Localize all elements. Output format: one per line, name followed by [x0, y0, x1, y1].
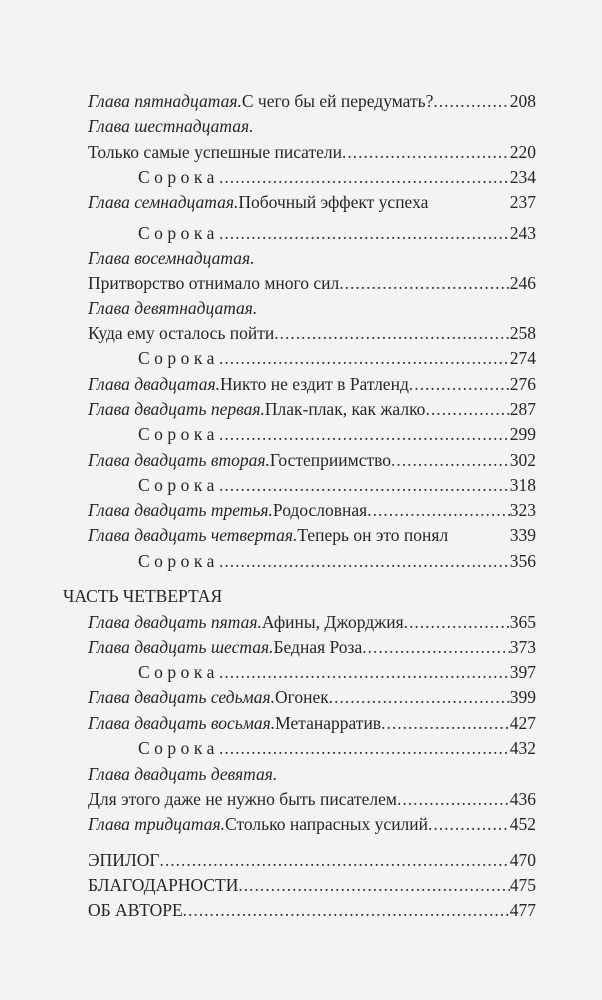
page-number: 475: [509, 875, 536, 895]
page-number: 470: [509, 850, 536, 870]
chapter-title: Плак-плак, как жалко: [264, 399, 426, 419]
chapter-label: Глава двадцать шестая.: [88, 637, 274, 657]
dot-leader: [381, 711, 510, 735]
chapter-label: Глава двадцать вторая.: [88, 450, 270, 470]
toc-entry[interactable]: [88, 190, 536, 214]
chapter-title: Никто не ездит в Ратленд: [219, 374, 409, 394]
section-title: Сорока: [138, 223, 219, 243]
section-title: ЭПИЛОГ: [88, 850, 160, 870]
toc-entry[interactable]: [88, 271, 536, 295]
toc-entry[interactable]: [88, 787, 536, 811]
page-number: 452: [509, 814, 536, 834]
toc-entry[interactable]: [138, 221, 536, 245]
toc-entry[interactable]: [88, 711, 536, 735]
chapter-label: Глава семнадцатая.: [88, 192, 239, 212]
page-number: 287: [509, 399, 536, 419]
page-number: 302: [509, 450, 536, 470]
dot-leader: [342, 140, 510, 164]
section-title: Сорока: [138, 738, 219, 758]
chapter-label: Глава двадцать третья.: [88, 500, 273, 520]
toc-entry[interactable]: [88, 812, 536, 836]
chapter-label: Глава пятнадцатая.: [88, 91, 242, 111]
chapter-title: Афины, Джорджия: [261, 612, 404, 632]
page-number: 427: [509, 713, 536, 733]
toc-entry-label: [88, 762, 536, 786]
chapter-title: Родословная: [272, 500, 368, 520]
chapter-label: Глава двадцатая.: [88, 374, 220, 394]
page-number: 258: [509, 323, 536, 343]
page-number: 323: [509, 500, 536, 520]
toc-entry[interactable]: [88, 321, 536, 345]
page-number: 299: [509, 424, 536, 444]
page-number: 208: [509, 91, 536, 111]
dot-leader: [219, 165, 510, 189]
chapter-title: Для этого даже не нужно быть писателем: [88, 789, 397, 809]
toc-entry[interactable]: [88, 873, 536, 897]
chapter-title: Гостеприимство: [269, 450, 392, 470]
chapter-title: Куда ему осталось пойти: [88, 323, 275, 343]
chapter-title: Побочный эффект успеха: [238, 192, 429, 212]
dot-leader: [219, 549, 510, 573]
toc-entry[interactable]: [88, 685, 536, 709]
page-number: 356: [509, 551, 536, 571]
dot-leader: [159, 848, 509, 872]
chapter-label: Глава шестнадцатая.: [88, 116, 254, 136]
section-title: Сорока: [138, 424, 219, 444]
section-title: Сорока: [138, 662, 219, 682]
chapter-label: Глава двадцать пятая.: [88, 612, 262, 632]
dot-leader: [219, 736, 510, 760]
section-title: Сорока: [138, 348, 219, 368]
toc-entry[interactable]: [88, 523, 536, 547]
dot-leader: [391, 448, 510, 472]
page-number: 237: [509, 192, 536, 212]
page-number: 477: [509, 900, 536, 920]
toc-entry-label: [88, 114, 536, 138]
dot-leader: [219, 422, 510, 446]
toc-entry-label: [88, 246, 536, 270]
page-number: 373: [509, 637, 536, 657]
chapter-title: Огонек: [274, 687, 329, 707]
dot-leader: [219, 221, 510, 245]
toc-entry[interactable]: [88, 89, 536, 113]
chapter-title: Бедная Роза: [273, 637, 363, 657]
dot-leader: [219, 473, 510, 497]
page-number: 397: [509, 662, 536, 682]
chapter-label: Глава двадцать четвертая.: [88, 525, 298, 545]
toc-entry[interactable]: [138, 660, 536, 684]
chapter-title: С чего бы ей передумать?: [241, 91, 434, 111]
chapter-label: Глава двадцать девятая.: [88, 764, 278, 784]
part-heading: ЧАСТЬ ЧЕТВЕРТАЯ: [63, 586, 223, 606]
dot-leader: [238, 873, 509, 897]
chapter-label: Глава двадцать восьмая.: [88, 713, 276, 733]
dot-leader: [183, 898, 510, 922]
toc-entry[interactable]: [138, 422, 536, 446]
toc-entry[interactable]: [88, 848, 536, 872]
chapter-label: Глава восемнадцатая.: [88, 248, 255, 268]
page-number: 274: [509, 348, 536, 368]
dot-leader: [274, 321, 509, 345]
dot-leader: [329, 685, 510, 709]
dot-leader: [367, 498, 510, 522]
dot-leader: [339, 271, 509, 295]
dot-leader: [404, 610, 510, 634]
page-number: 234: [509, 167, 536, 187]
dot-leader: [362, 635, 510, 659]
page-number: 246: [509, 273, 536, 293]
page-number: 276: [509, 374, 536, 394]
toc-entry[interactable]: [88, 397, 536, 421]
toc-entry[interactable]: [88, 140, 536, 164]
dot-leader: [219, 660, 510, 684]
chapter-title: Теперь он это понял: [297, 525, 449, 545]
dot-leader: [219, 346, 510, 370]
toc-entry[interactable]: [88, 635, 536, 659]
chapter-title: Только самые успешные писатели: [88, 142, 342, 162]
section-title: Сорока: [138, 475, 219, 495]
chapter-title: Столько напрасных усилий: [225, 814, 429, 834]
toc-entry[interactable]: [138, 165, 536, 189]
section-title: ОБ АВТОРЕ: [88, 900, 183, 920]
chapter-label: Глава тридцатая.: [88, 814, 226, 834]
page-number: 432: [509, 738, 536, 758]
toc-entry-label: [88, 296, 536, 320]
toc-entry[interactable]: [138, 346, 536, 370]
page-number: 339: [509, 525, 536, 545]
toc-entry[interactable]: [88, 498, 536, 522]
dot-leader: [397, 787, 510, 811]
toc-entry[interactable]: [88, 610, 536, 634]
page-number: 220: [509, 142, 536, 162]
toc-entry[interactable]: [88, 898, 536, 922]
page-number: 243: [509, 223, 536, 243]
section-title: БЛАГОДАРНОСТИ: [88, 875, 239, 895]
chapter-title: Притворство отнимало много сил: [88, 273, 340, 293]
chapter-title: Метанарратив: [275, 713, 382, 733]
dot-leader: [425, 397, 509, 421]
page-number: 399: [509, 687, 536, 707]
section-title: Сорока: [138, 167, 219, 187]
dot-leader: [433, 89, 509, 113]
chapter-label: Глава девятнадцатая.: [88, 298, 258, 318]
page-number: 318: [509, 475, 536, 495]
toc-entry[interactable]: [138, 473, 536, 497]
chapter-label: Глава двадцать седьмая.: [88, 687, 275, 707]
toc-entry[interactable]: [88, 448, 536, 472]
dot-leader: [409, 372, 510, 396]
chapter-label: Глава двадцать первая.: [88, 399, 265, 419]
toc-entry[interactable]: [138, 549, 536, 573]
dot-leader: [428, 812, 510, 836]
page-number: 436: [509, 789, 536, 809]
toc-entry[interactable]: [88, 372, 536, 396]
page-number: 365: [509, 612, 536, 632]
toc-entry[interactable]: [138, 736, 536, 760]
section-title: Сорока: [138, 551, 219, 571]
